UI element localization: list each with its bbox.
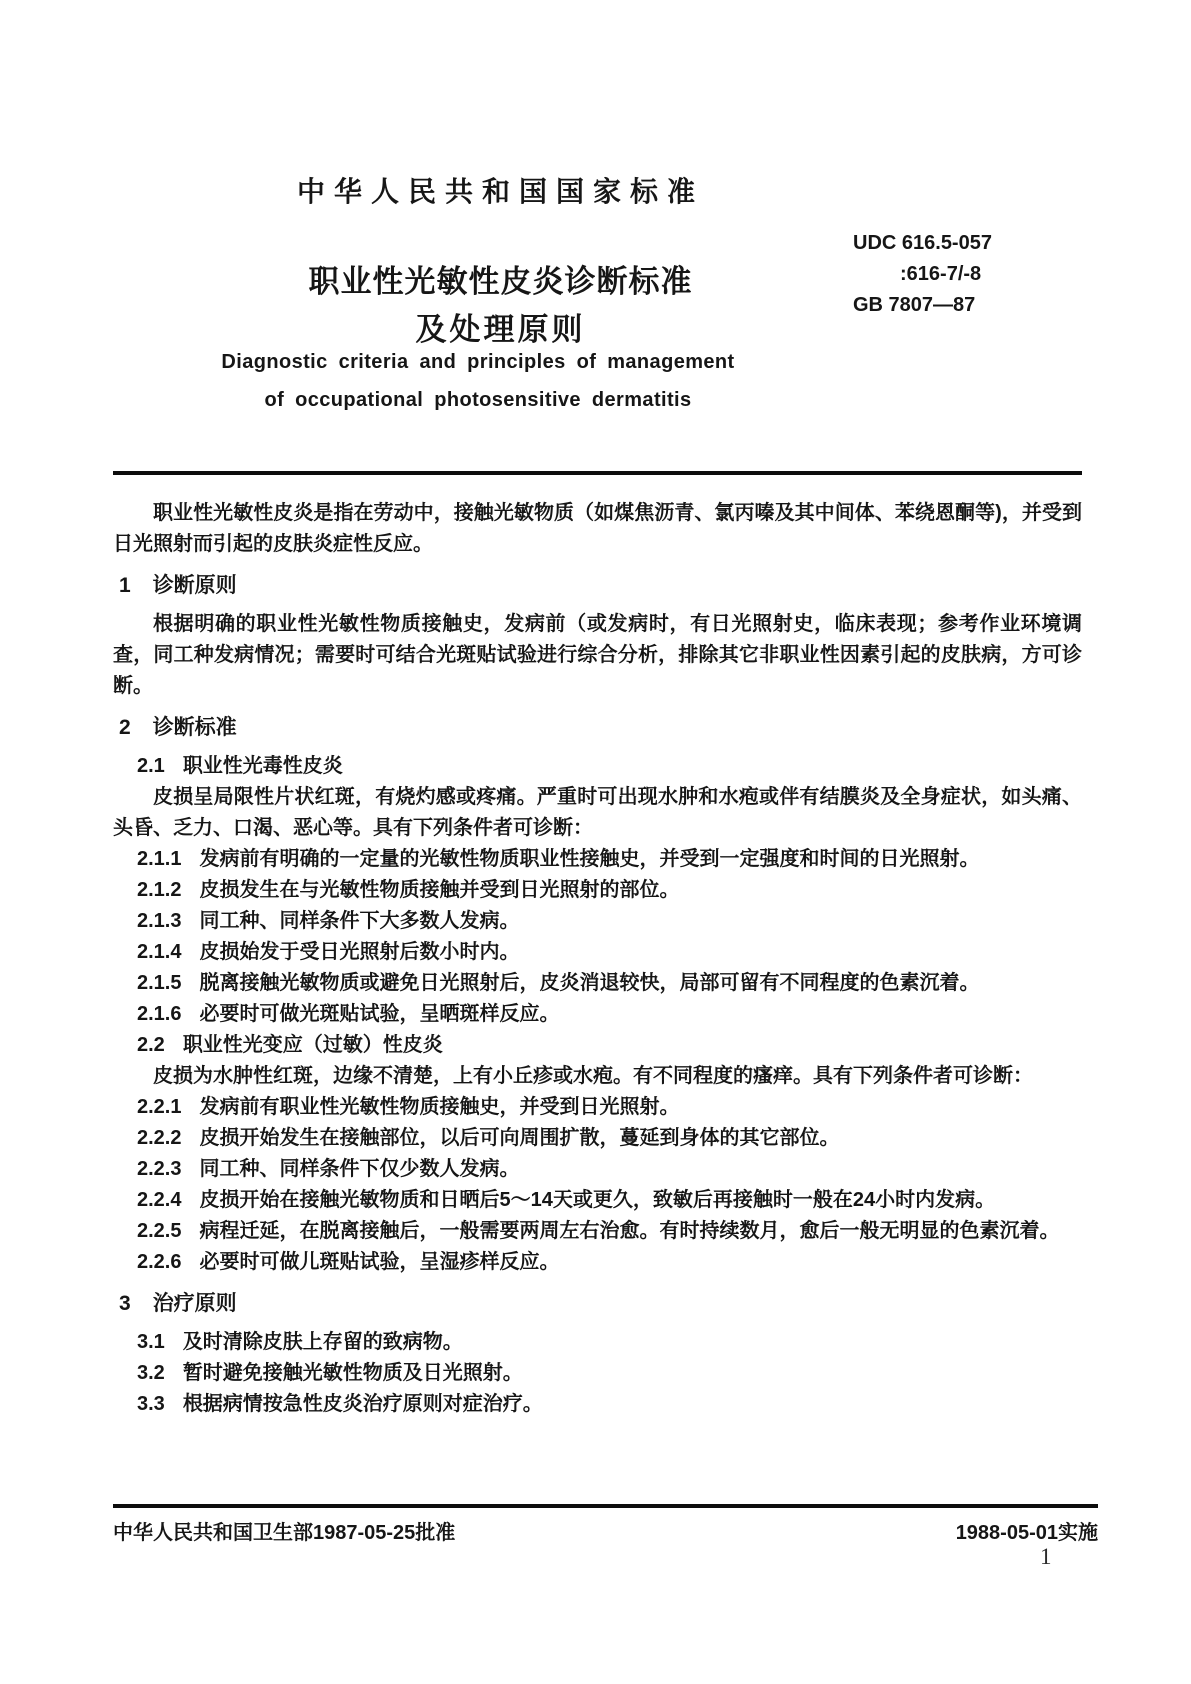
footer-rule — [113, 1504, 1098, 1508]
clause-number: 3.2 — [137, 1362, 165, 1384]
clause-text: 发病前有明确的一定量的光敏性物质职业性接触史，并受到一定强度和时间的日光照射。 — [199, 848, 980, 870]
implementation-statement: 1988-05-01实施 — [955, 1522, 1098, 1544]
clause-text: 皮损发生在与光敏性物质接触并受到日光照射的部位。 — [199, 879, 680, 901]
paragraph: 皮损呈局限性片状红斑，有烧灼感或疼痛。严重时可出现水肿和水疱或伴有结膜炎及全身症状，如头痛、头昏、乏力、口渴、恶心等。具有下列条件者可诊断： — [113, 786, 1082, 839]
clause-number: 2.1.2 — [137, 879, 182, 901]
clause-2-1-2 — [113, 875, 1082, 906]
footer — [113, 1516, 1098, 1545]
clause-2-1-1 — [113, 844, 1082, 875]
clause-number: 3.1 — [137, 1331, 165, 1353]
clause-2-2-4 — [113, 1185, 1082, 1216]
clause-text: 皮损开始在接触光敏物质和日晒后5～14天或更久，致敏后再接触时一般在24小时内发病。 — [199, 1189, 996, 1211]
udc-code-line1: UDC 616.5-057 — [853, 232, 992, 254]
national-standard-heading: 中华人民共和国国家标准 — [296, 176, 704, 207]
clause-2-2-5 — [113, 1216, 1082, 1247]
clause-2-2-2 — [113, 1123, 1082, 1154]
subsection-number: 2.1 — [137, 755, 165, 777]
clause-2-2-6 — [113, 1247, 1082, 1278]
clause-text: 同工种、同样条件下大多数人发病。 — [199, 910, 520, 932]
section-number: 2 — [119, 716, 131, 739]
subsection-number: 2.2 — [137, 1034, 165, 1056]
paragraph: 根据明确的职业性光敏性物质接触史，发病前（或发病时，有日光照射史，临床表现；参考作业环境调查，同工种发病情况；需要时可结合光斑贴试验进行综合分析，排除其它非职业性因素引起的皮肤病，方可诊断。 — [113, 613, 1082, 697]
clause-text: 脱离接触光敏物质或避免日光照射后，皮炎消退较快，局部可留有不同程度的色素沉着。 — [199, 972, 980, 994]
clause-text: 同工种、同样条件下仅少数人发病。 — [199, 1158, 520, 1180]
section-title: 诊断原则 — [152, 574, 237, 597]
udc-code-line2: :616-7/-8 — [900, 263, 982, 285]
clause-number: 2.1.4 — [137, 941, 182, 963]
subsection-title: 职业性光毒性皮炎 — [182, 755, 343, 777]
clause-2-1-6 — [113, 999, 1082, 1030]
approval-statement: 中华人民共和国卫生部1987-05-25批准 — [113, 1522, 456, 1544]
clause-number: 2.2.6 — [137, 1251, 182, 1273]
clause-text: 必要时可做光斑贴试验，呈晒斑样反应。 — [199, 1003, 560, 1025]
section-title: 诊断标准 — [152, 716, 237, 739]
header-rule — [113, 471, 1082, 475]
document-title-en-line2: of occupational photosensitive dermatitis — [264, 389, 692, 411]
clause-text: 病程迁延，在脱离接触后，一般需要两周左右治愈。有时持续数月，愈后一般无明显的色素沉着。 — [199, 1220, 1060, 1242]
page-number: 1 — [1040, 1544, 1052, 1569]
section-heading-3 — [113, 1288, 1082, 1319]
section-number: 3 — [119, 1292, 131, 1315]
clause-number: 2.2.1 — [137, 1096, 182, 1118]
clause-text: 必要时可做儿斑贴试验，呈湿疹样反应。 — [199, 1251, 560, 1273]
clause-text: 发病前有职业性光敏性物质接触史，并受到日光照射。 — [199, 1096, 680, 1118]
clause-number: 2.1.6 — [137, 1003, 182, 1025]
clause-3-3 — [113, 1389, 1082, 1420]
clause-text: 皮损始发于受日光照射后数小时内。 — [199, 941, 520, 963]
clause-number: 2.2.4 — [137, 1189, 182, 1211]
clause-2-1-3 — [113, 906, 1082, 937]
clause-text: 皮损开始发生在接触部位，以后可向周围扩散，蔓延到身体的其它部位。 — [199, 1127, 840, 1149]
clause-2-2-3 — [113, 1154, 1082, 1185]
standard-number: GB 7807—87 — [853, 294, 976, 316]
clause-text: 暂时避免接触光敏性物质及日光照射。 — [182, 1362, 523, 1384]
clause-number: 2.2.2 — [137, 1127, 182, 1149]
subsection-title: 职业性光变应（过敏）性皮炎 — [182, 1034, 443, 1056]
paragraph: 皮损为水肿性红斑，边缘不清楚，上有小丘疹或水疱。有不同程度的瘙痒。具有下列条件者可诊断： — [153, 1065, 1033, 1087]
clause-number: 2.2.3 — [137, 1158, 182, 1180]
section-heading-2 — [113, 712, 1082, 743]
clause-number: 2.1.5 — [137, 972, 182, 994]
section-number: 1 — [119, 574, 131, 597]
section-title: 治疗原则 — [152, 1292, 237, 1315]
subsection-heading-2-2 — [113, 1030, 1082, 1061]
clause-2-2-1 — [113, 1092, 1082, 1123]
clause-number: 2.1.1 — [137, 848, 182, 870]
document-body — [113, 498, 1082, 1420]
intro-paragraph: 职业性光敏性皮炎是指在劳动中，接触光敏物质（如煤焦沥青、氯丙嗪及其中间体、苯绕恩酮等)，并受到日光照射而引起的皮肤炎症性反应。 — [113, 502, 1082, 555]
clause-3-1 — [113, 1327, 1082, 1358]
clause-3-2 — [113, 1358, 1082, 1389]
clause-text: 及时清除皮肤上存留的致病物。 — [182, 1331, 463, 1353]
clause-2-1-5 — [113, 968, 1082, 999]
clause-number: 2.2.5 — [137, 1220, 182, 1242]
clause-text: 根据病情按急性皮炎治疗原则对症治疗。 — [182, 1393, 543, 1415]
document-title-cn-line2: 及处理原则 — [415, 312, 586, 347]
section-heading-1 — [113, 570, 1082, 601]
clause-number: 3.3 — [137, 1393, 165, 1415]
clause-number: 2.1.3 — [137, 910, 182, 932]
subsection-heading-2-1 — [113, 751, 1082, 782]
document-title-cn-line1: 职业性光敏性皮炎诊断标准 — [308, 264, 693, 299]
document-title-en-line1: Diagnostic criteria and principles of management — [221, 351, 735, 373]
clause-2-1-4 — [113, 937, 1082, 968]
